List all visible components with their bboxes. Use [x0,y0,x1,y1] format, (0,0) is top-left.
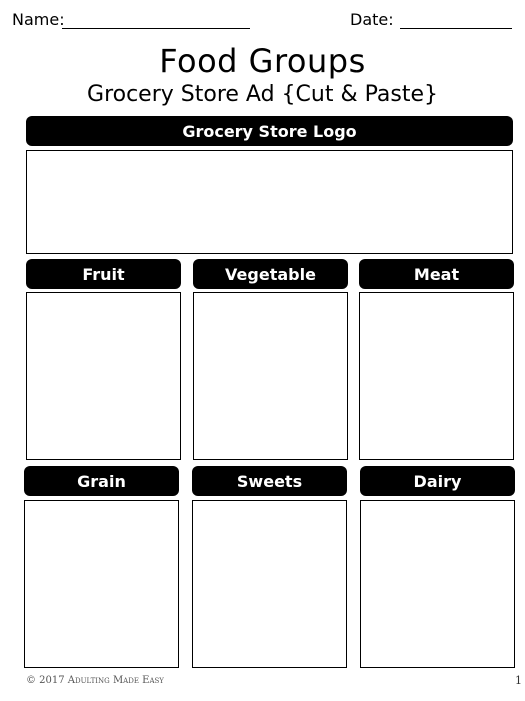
name-field-line[interactable] [62,28,250,29]
fruit-paste-box [26,292,181,460]
vegetable-paste-box [193,292,348,460]
vegetable-header: Vegetable [193,259,348,289]
sweets-paste-box [192,500,347,668]
grain-paste-box [24,500,179,668]
meat-header: Meat [359,259,514,289]
grain-header: Grain [24,466,179,496]
date-field-line[interactable] [400,28,512,29]
dairy-header: Dairy [360,466,515,496]
name-label: Name: [12,10,65,29]
dairy-paste-box [360,500,515,668]
date-label: Date: [350,10,394,29]
sweets-header: Sweets [192,466,347,496]
page-subtitle: Grocery Store Ad {Cut & Paste} [87,82,438,107]
page-title: Food Groups [159,42,366,80]
meat-paste-box [359,292,514,460]
logo-header: Grocery Store Logo [26,116,513,146]
fruit-header: Fruit [26,259,181,289]
page-number: 1 [515,674,522,687]
logo-paste-box [26,150,513,254]
copyright-notice: © 2017 Adulting Made Easy [26,675,164,686]
